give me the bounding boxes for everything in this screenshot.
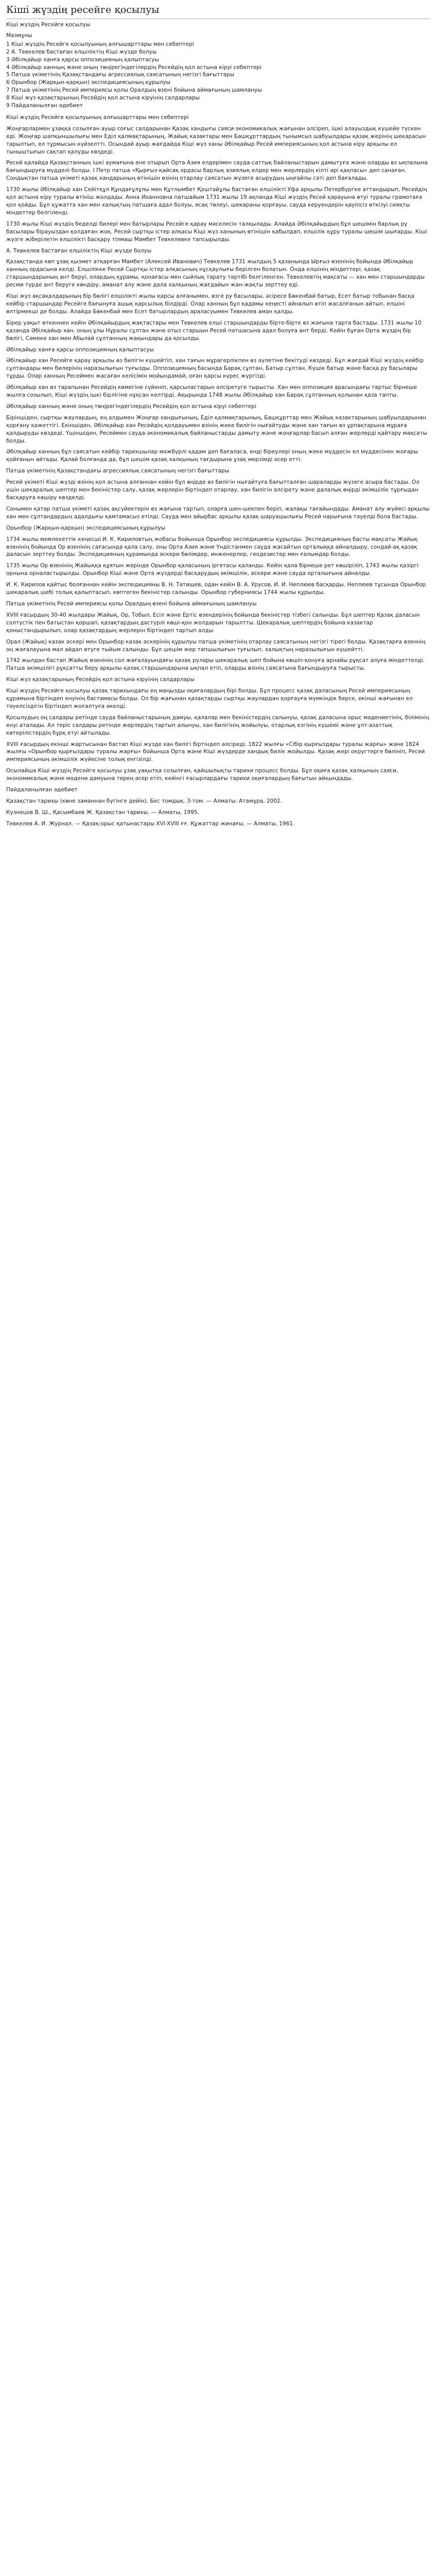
article-paragraph: XVIII ғасырдың 30-40 жылдары Жайық, Ор, Тобыл, Есіл және Ертіс өзендерінің бойында бекіністер тізбегі салынды. Бұл шептер Қазақ даласын солтүстік пен батыстан қоршап, қазақтардың дәстүрлі көші-қон жолдарын тарылтты. Шекаралық шептердің бойына казактар қоныстандырылып, олар қазақтардың жерлерін біртіндеп тартып алды. <box>6 612 420 634</box>
article-paragraph: 1734 жылы мемлекеттік кеңесші И. К. Кириловтың жобасы бойынша Орынбор экспедициясы құрылды. Экспедицияның басты мақсаты Жайық өзенінің бойында Ор өзенінің сағасында қала салу, оны Орта Азия және Үндістанмен сауда жасайтын орталыққа айналдыру, сондай-ақ қазақ даласын зерттеу болды. Экспедицияның құрамында әскери бөлімдер, инженерлер, геодезистер мен ғалымдар болды. <box>6 536 418 558</box>
article-paragraph: Кіші жүз ақсақалдарының бір бөлігі елшілікті жылы қарсы алғанымен, өзге ру басылары, әсіресе Бөкенбай батыр, Есет батыр тобынан басқа кейбір старшындар Ресейге бағынуға ашық қарсылық білдірді. Олар ханның бұл қадамы кеңесті айналып өтіп жасалғанын айтып, елшіні өлтірмекші де болды. Алайда Бөкенбай мен Есет батырлардың араласуымен Тевкелев аман қалды. <box>6 293 414 315</box>
article-paragraph: Орынбор (Жарқын-қарқын) экспедициясының құрылуы <box>6 524 165 531</box>
article-paragraph: Кузнецов В. Ш., Қасымбаев Ж. Қазақстан тарихы. — Алматы, 1995. <box>6 809 199 816</box>
article-paragraph: Пайдаланылған әдебиет <box>6 787 78 793</box>
article-paragraph: Ресей үкіметі Кіші жүзді өзінің қол астына алғаннан кейін бұл өңірде өз билігін нығайтуға бағытталған шараларды жүзеге асыра бастады. Ол үшін шекаралық шептер мен бекіністер салу, қазақ жерлерін біртіндеп отарлау, хан билігін әлсірету және далалық өңірді әкімшілік тұрғыдан басқаруға көшіру көзделді. <box>6 479 420 501</box>
article-paragraph: 1735 жылы Ор өзенінің Жайыққа құятын жерінде Орынбор қаласының іргетасы қаланды. Кейін қала бірнеше рет көшіріліп, 1743 жылы қазіргі орнына орналастырылды. Орынбор Кіші және Орта жүздерді басқарудың әкімшілік, әскери және сауда орталығына айналды. <box>6 563 418 577</box>
article-paragraph: 1730 жылы Кіші жүздің беделді билері мен батырлары Ресейге қарау мәселесін талқылады. Алайда Әбілқайырдың бұл шешімін барлық ру басылары бірауыздан қолдаған жоқ. Ресей сыртқы істер алқасы Кіші жүз ханының өтінішін қабылдап, елшілік құру туралы шешім шығарды. Кіші жүзге жіберілетін елшілікті басқару тілмаш Мамбет Тевкелевке тапсырылды. <box>6 221 427 243</box>
article-paragraph: Біріншіден, сыртқы жаулардың, ең алдымен Жоңғар хандығының, Еділ қалмақтарының, Башқұрттар мен Жайық казактарының шабуылдарынан қорғану қажеттігі. Екіншіден, Әбілқайыр хан Ресейдің қолдауымен өзінің жеке билігін нығайтуды және хан тағын өз ұрпақтарына мұраға қалдыруды көздеді. Үшіншіден, Ресеймен сауда-экономикалық байланыстарды дамыту және жоңғарлар басып алған жерлерді қайтару мақсаты болды. <box>6 414 427 444</box>
toc-link[interactable]: 4 Әбілқайыр ханның және оның төңірегіндегілердің Ресейдің қол астына кіруі себептері <box>6 64 261 71</box>
toc-item[interactable] <box>6 56 430 64</box>
toc-item[interactable] <box>6 64 430 72</box>
article-paragraph: Кіші жүздің Ресейге қосылуының алғышарттары мен себептері <box>6 114 189 121</box>
article-paragraph: Ресей қалайда Қазақстанның ішкі аумағына ене отырып Орта Азия елдерімен сауда-саттық байланыстарын дамытуға және оларды өз ықпалына бағындыруға мүдделі болды. І Петр патша «Қырғыз-қайсақ ордасы барлық азиялық елдер мен жерлердің кілті әрі қақпасы» деп санаған. Сондықтан патша үкіметі қазақ хандарының өтінішін өзінің отарлау саясатын жүзеге асырудың ыңғайлы сәті деп бағалады. <box>6 160 428 182</box>
toc-item[interactable] <box>6 71 430 79</box>
toc-link[interactable]: 1 Кіші жүздің Ресейге қосылуының алғышарттары мен себептері <box>6 41 194 47</box>
toc-link[interactable]: 3 Әбілқайыр ханға қарсы оппозицияның қалыптасуы <box>6 56 159 63</box>
toc-item[interactable] <box>6 102 430 110</box>
article-paragraph: Тевкелев А. И. Журнал. — Қазақ-орыс қатынастары XVI-XVIII ғғ. Құжаттар жинағы. — Алматы, 1961. <box>6 820 295 827</box>
article-paragraph: XVIII ғасырдың екінші жартысынан бастап Кіші жүзде хан билігі біртіндеп әлсіреді. 1822 жылғы «Сібір қырғыздары туралы жарғы» және 1824 жылғы «Орынбор қырғыздары туралы жарғы» бойынша Орта және Кіші жүздерде хандық билік жойылды. Қазақ жері округтерге бөлініп, Ресей империясының әкімшілік жүйесіне толық енгізілді. <box>6 741 425 763</box>
toc-link[interactable]: 7 Патша үкіметінің Ресей империясы қолы Оралдың өзені бойына аймағының шамлануы <box>6 87 262 94</box>
article-paragraph: Сонымен қатар патша үкіметі қазақ ақсүйектерін өз жағына тартып, оларға шен-шекпен беріп, жалақы тағайындады. Аманат алу жүйесі арқылы хан мен сұлтандардың адалдығы қамтамасыз етілді. Сауда мен айырбас арқылы қазақ шаруашылығы Ресей нарығына тәуелді бола бастады. <box>6 505 430 520</box>
article-page <box>0 0 436 828</box>
article-paragraph: Әбілқайыр хан Ресейге қарау арқылы өз билігін күшейтіп, хан тағын мұрагерлікпен өз әулетіне бекітуді көздеді. Бұл жағдай Кіші жүздің кейбір сұлтандары мен билерінің наразылығын туғызды. Оппозицияның басында Барақ сұлтан, Батыр сұлтан, Күшік батыр және басқа ру басылары тұрды. Олар ханның Ресеймен жасаған келісімін мойындамай, оған қарсы күрес жүргізді. <box>6 358 424 380</box>
article-paragraph: Әбілқайыр ханға қарсы оппозицияның қалыптасуы <box>6 346 154 353</box>
toc-item[interactable] <box>6 41 430 48</box>
table-of-contents <box>6 32 430 110</box>
toc-item[interactable] <box>6 48 430 56</box>
article-paragraph: Жоңғарлармен ұзаққа созылған ауыр соғыс салдарынан Қазақ хандығы саяси-экономикалық жағынан әлсіреп, ішкі алауыздық күшейе түскен еді. Жоңғар шапқыншылығы мен Еділ қалмақтарының, Жайық казактары мен Башқұрттардың тынымсыз шабуылдары қазақ жерінің шекарасын тарылтып, ел тұрмысын күйзелтті. Осындай ауыр жағдайда Кіші жүз ханы Әбілқайыр Ресей империясының қол астына кіру арқылы ел тыныштығын сақтап қалуды көздеді. <box>6 125 426 155</box>
article-paragraph: Патша үкіметінің Қазақстандағы агрессиялық саясатының негізгі бағыттары <box>6 468 229 474</box>
toc-link[interactable]: 8 Кіші жүз қазақтарының Ресейдің қол астына кіруінің салдарлары <box>6 95 200 101</box>
toc-item[interactable] <box>6 79 430 87</box>
article-paragraph: А. Тевкелев бастаған елшіліктің Кіші жүзде болуы <box>6 247 152 254</box>
toc-list <box>6 41 430 110</box>
article-paragraph: Орал (Жайық) казак әскері мен Орынбор казак әскерінің құрылуы патша үкіметінің отарлау саясатының негізгі тірегі болды. Қазақтарға өзеннің оң жағалауына мал айдап өтуге тыйым салынды. Бұл шешім жер тапшылығын туғызып, халықтың наразылығын күшейтті. <box>6 638 426 653</box>
article-paragraph: Қосылудың оң салдары ретінде сауда байланыстарының дамуы, қалалар мен бекіністердің салынуы, қазақ даласына орыс мәдениетінің, білімінің енуі аталады. Ал теріс салдары ретінде жерлердің тартып алынуы, хан билігінің жойылуы, отарлық езгінің күшеюі және ұлт-азаттық көтерілістердің бұрқ етуі айтылады. <box>6 714 429 736</box>
article-paragraph: Қазақстан тарихы (көне заманнан бүгінге дейін). Бес томдық. 3-том. — Алматы: Атамұра, 2002. <box>6 798 282 804</box>
article-paragraph: Әбілқайыр ханның және оның төңірегіндегілердің Ресейдің қол астына кіруі себептері <box>6 403 256 410</box>
article-paragraph: Патша үкіметінің Ресей империясы қолы Оралдың өзені бойына аймағының шамлануы <box>6 600 257 607</box>
page-title: Кіші жүздің ресейге қосылуы <box>6 3 430 19</box>
article-paragraph: Бірер уақыт өткеннен кейін Әбілқайырдың жақтастары мен Тевкелев елші старшындарды бірте-бірте өз жағына тарта бастады. 1731 жылы 10 қазанда Әбілқайыр хан, оның ұлы Нұралы сұлтан және отыз старшын Ресей патшасына адал болуға ант берді. Кейін бұған Орта жүздің бір бөлігі, Сәмеке хан мен Абылай сұлтанның жақындары да қосылды. <box>6 319 422 342</box>
article-paragraph: Әбілқайыр хан өз тарапынан Ресейдің көмегіне сүйеніп, қарсыластарын әлсіретуге тырысты. Хан мен оппозиция арасындағы тартыс бірнеше жылға созылып, Кіші жүздің ішкі бірлігіне нұқсан келтірді. Ақырында 1748 жылы Әбілқайыр хан Барақ сұлтанның қолынан қаза тапты. <box>6 384 417 399</box>
article-paragraph: Кіші жүздің Ресейге қосылуы қазақ тарихындағы ең маңызды оқиғалардың бірі болды. Бұл процесс қазақ даласының Ресей империясының құрамына біртіндеп енуінің бастамасы болды. Ол бір жағынан қазақтарды сыртқы жаулардан қорғауға мүмкіндік берсе, екінші жағынан ел тәуелсіздігін біртіндеп жоғалтуға әкелді. <box>6 688 413 709</box>
toc-item[interactable] <box>6 94 430 102</box>
page-subtitle: Кіші жүздің Ресейге қосылуы <box>6 21 91 28</box>
article-paragraph: 1730 жылы Әбілқайыр хан Сейітқұл Құндағұлұлы мен Құтлымбет Қоштайұлы бастаған елшілікті Уфа арқылы Петербургке аттандырып, Ресейдің қол астына кіру туралы өтініш жолдады. Анна Иоанновна патшайым 1731 жылы 19 ақпанда Кіші жүздің Ресей қарауына өтуі туралы грамотаға қол қойды. Бұл құжатта хан мен халықтың патшаға адал болуы, ясақ төлеуі, шекараны қорғауы, сауда керуендерін қауіпсіз өткізуі сияқты міндеттер белгіленді. <box>6 187 427 216</box>
toc-link[interactable]: 9 Пайдаланылған әдебиет <box>6 103 83 109</box>
toc-item[interactable] <box>6 87 430 94</box>
article-paragraph: И. К. Кирилов қайтыс болғаннан кейін экспедицияны В. Н. Татищев, одан кейін В. А. Урусов, И. И. Неплюев басқарды. Неплюев тұсында Орынбор шекаралық шебі толық қалыптасып, көптеген бекіністер салынды. Орынбор губерниясы 1744 жылы құрылды. <box>6 582 426 596</box>
toc-link[interactable]: 5 Патша үкіметінің Қазақстандағы агрессиялық саясатының негізгі бағыттары <box>6 72 234 78</box>
toc-link[interactable]: 2 А. Тевкелев бастаған елшіліктің Кіші жүзде болуы <box>6 48 157 55</box>
article-paragraph: Қазақстанда көп ұзақ қызмет атқарған Мамбет (Алексей Иванович) Тевкелев 1731 жылдың 5 қазанында Ырғыз өзенінің бойында Әбілқайыр ханның ордасына келді. Елшілікке Ресей Сыртқы істер алқасының нұсқаулығы берілген болатын. Онда елшінің міндеттері, қазақ старшындарының ант беруі, олардың құрамы, қонағасы мен сыйлық тарату тәртібі белгіленген. Тевкелевтің мақсаты — хан мен старшындарды ресми түрде ант беруге көндіру, аманат алу және дала халқының жағдайын жан-жақты зерттеу еді. <box>6 259 425 289</box>
article-paragraph: Осылайша Кіші жүздің Ресейге қосылуы ұзақ уақытқа созылған, қайшылықты тарихи процесс болды. Бұл оқиға қазақ халқының саяси, экономикалық және мәдени дамуына терең әсер етіп, кейінгі ғасырлардағы тарихи оқиғалардың бағытын айқындады. <box>6 768 398 782</box>
toc-link[interactable]: 6 Орынбор (Жарқын-қарқын) экспедициясының құрылуы <box>6 79 170 86</box>
article-body <box>6 114 430 828</box>
article-paragraph: Кіші жүз қазақтарының Ресейдің қол астына кіруінің салдарлары <box>6 676 195 683</box>
article-paragraph: 1742 жылдан бастап Жайық өзенінің сол жағалауындағы қазақ рулары шекаралық шеп бойына көшіп-қонуға арнайы рұқсат алуға міндеттелді. Патша әкімшілігі рұқсатты беру арқылы қазақ старшындарына ықпал етіп, оларды өзінің саясатына бағындыруға тырысты. <box>6 657 425 672</box>
toc-title: Мазмұны <box>6 32 32 39</box>
article-paragraph: Әбілқайыр ханның бұл саясатын кейбір тарихшылар мәжбүрлі қадам деп бағаласа, енді біреулері оның жеке мүддесін ел мүддесінен жоғары қойғанын айтады. Қалай болғанда да, бұл шешім қазақ халқының тағдырына ұзақ мерзімді әсер етті. <box>6 449 418 463</box>
